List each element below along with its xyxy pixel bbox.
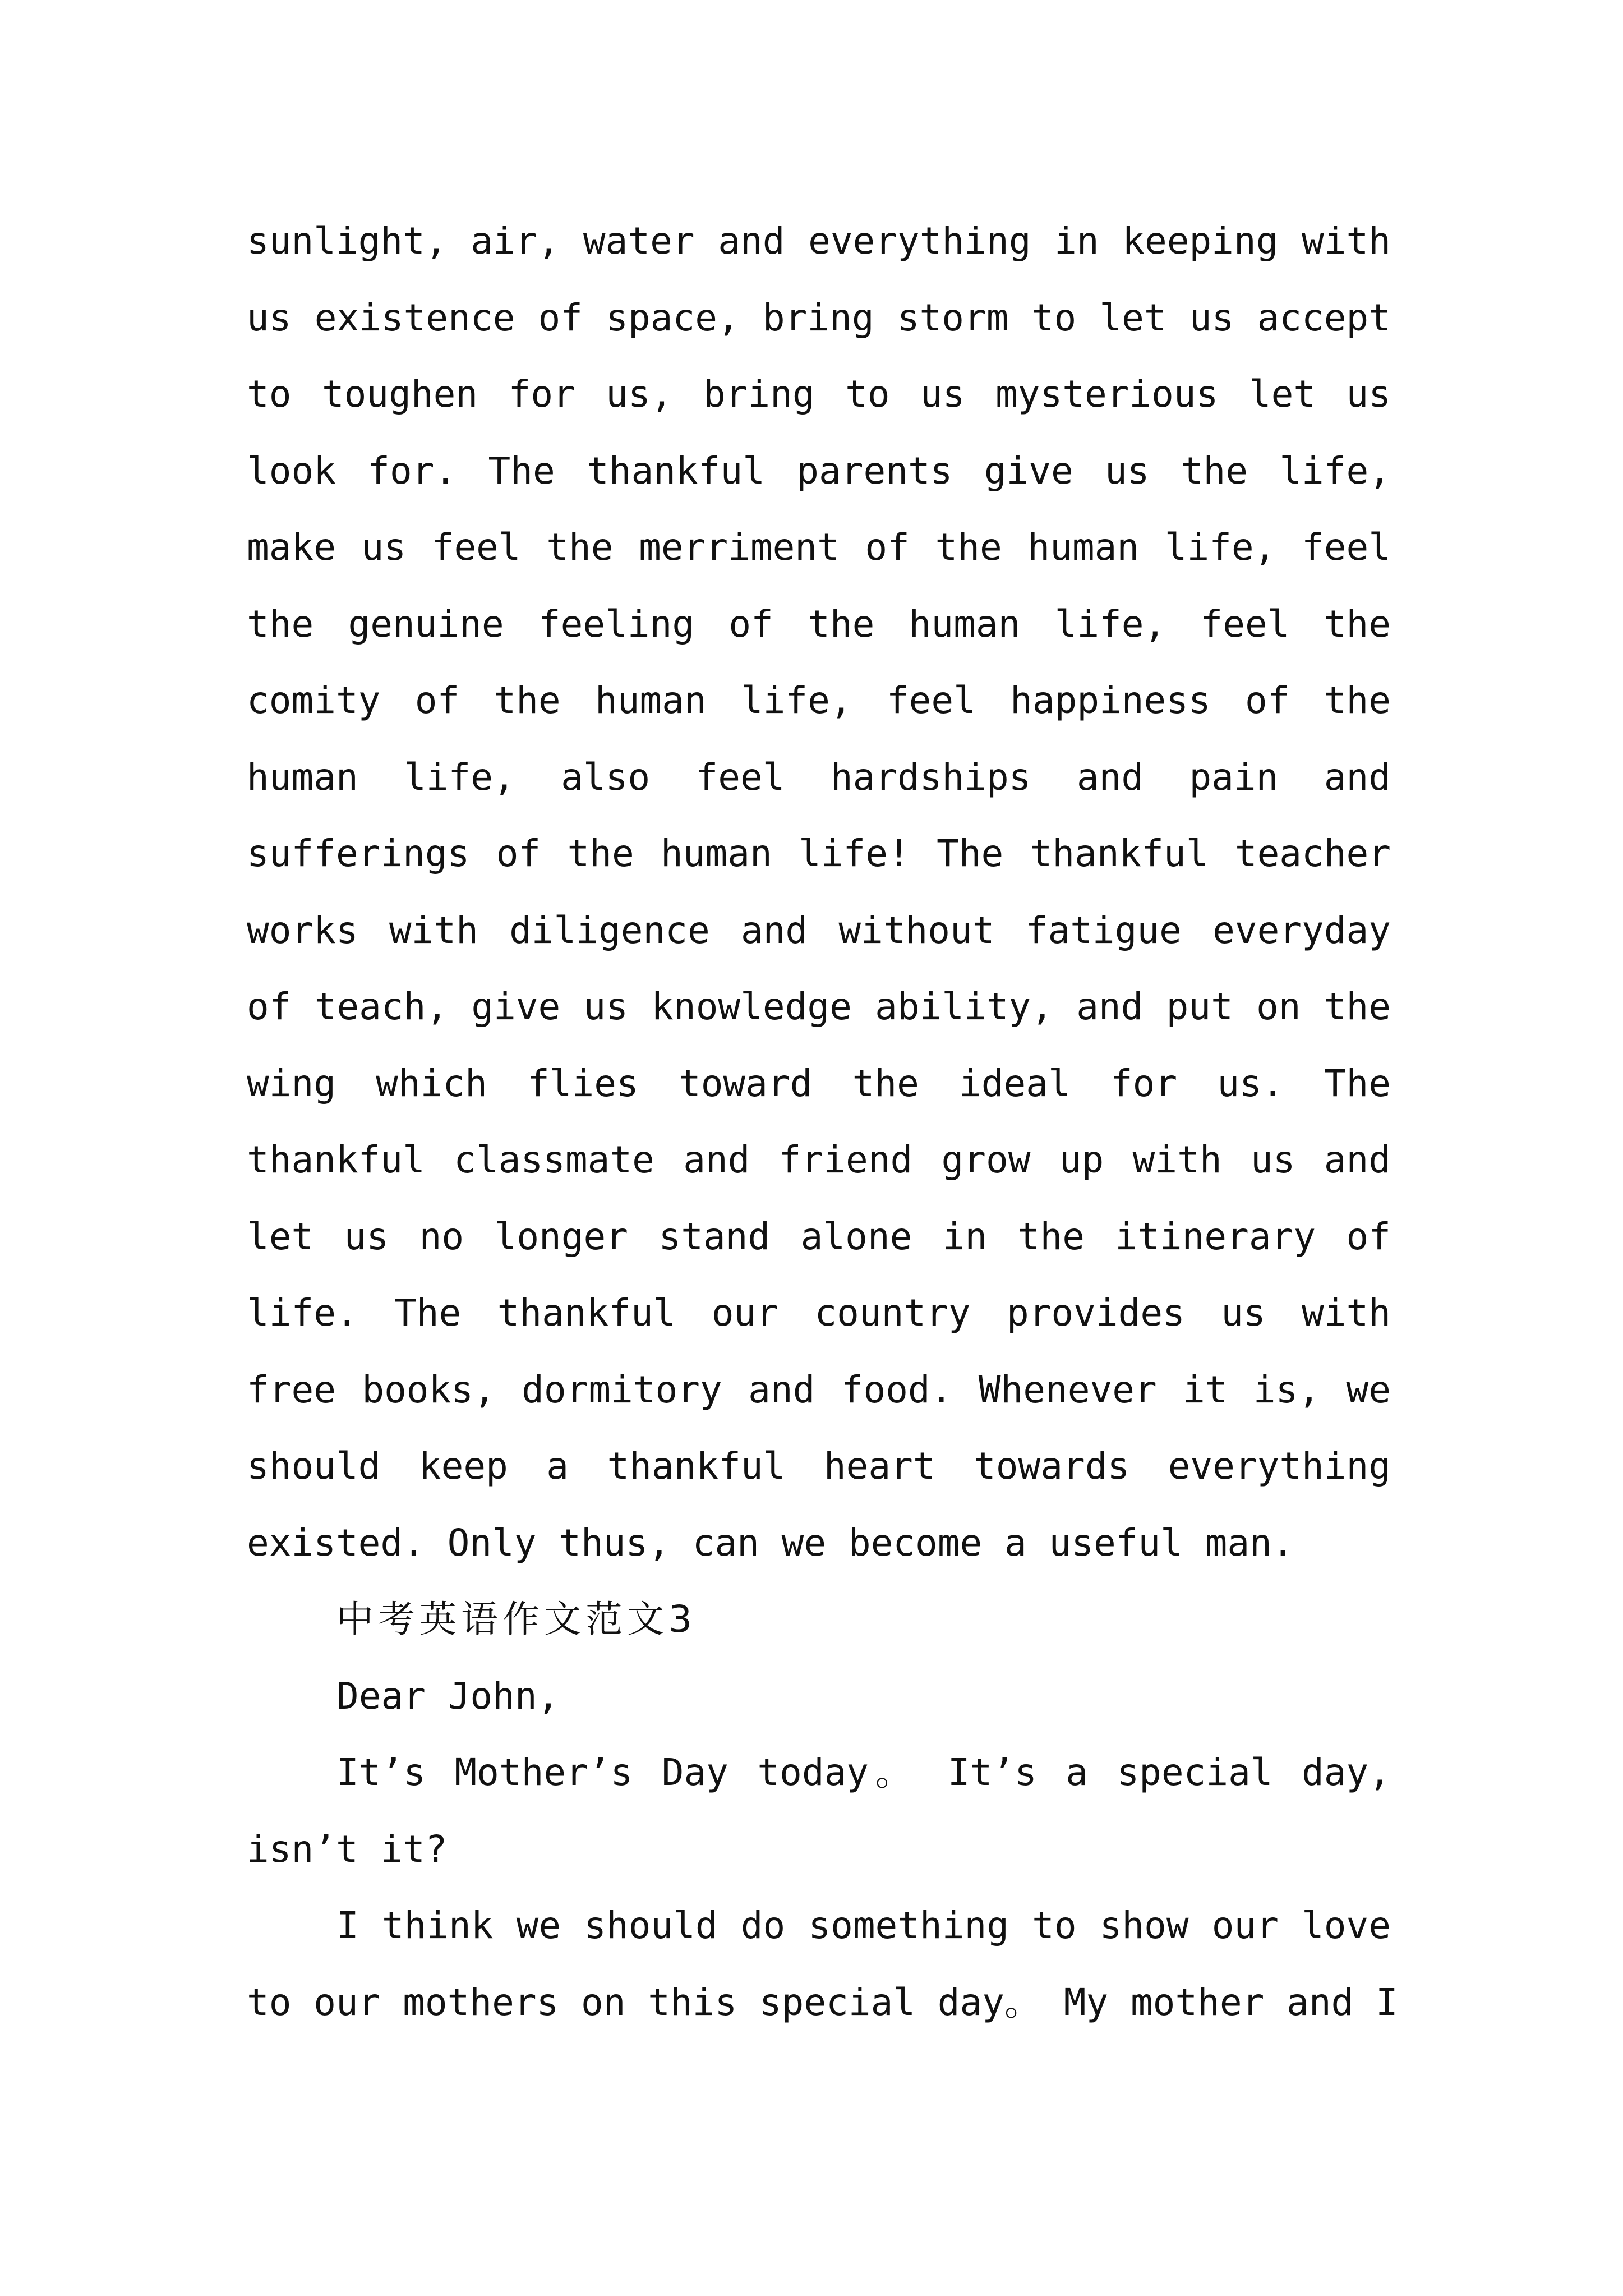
text-line: look for. The thankful parents give us the life, xyxy=(247,449,1391,493)
text-line: sufferings of the human life! The thankful teacher xyxy=(247,832,1391,875)
text-line: thankful classmate and friend grow up with us and xyxy=(247,1138,1391,1181)
text-line: isn’t it? xyxy=(247,1827,448,1871)
section-heading: 中考英语作文范文3 xyxy=(336,1598,697,1641)
text-line: of teach, give us knowledge ability, and put on the xyxy=(247,985,1391,1028)
text-line: the genuine feeling of the human life, feel the xyxy=(247,602,1391,646)
text-line: let us no longer stand alone in the itinerary of xyxy=(247,1214,1391,1258)
document-body xyxy=(247,203,1398,2041)
text-line: human life, also feel hardships and pain and xyxy=(247,755,1391,799)
text-line: life. The thankful our country provides us with xyxy=(247,1291,1391,1335)
text-line: us existence of space, bring storm to let us accept xyxy=(247,296,1391,339)
text-line: to our mothers on this special day。 My mother and I xyxy=(247,1980,1398,2024)
text-line: It’s Mother’s Day today。 It’s a special day, xyxy=(336,1751,1391,1794)
text-line: wing which flies toward the ideal for us. The xyxy=(247,1061,1391,1105)
text-line: I think we should do something to show our love xyxy=(336,1904,1391,1947)
text-line: free books, dormitory and food. Whenever it is, we xyxy=(247,1368,1391,1411)
text-line: comity of the human life, feel happiness of the xyxy=(247,679,1391,722)
text-line: should keep a thankful heart towards everything xyxy=(247,1444,1391,1488)
text-line: works with diligence and without fatigue everyday xyxy=(247,908,1391,952)
letter-salutation: Dear John, xyxy=(336,1674,560,1718)
text-line: existed. Only thus, can we become a useful man. xyxy=(247,1521,1294,1565)
text-line: make us feel the merriment of the human life, feel xyxy=(247,526,1391,569)
text-line: to toughen for us, bring to us mysterious let us xyxy=(247,372,1391,416)
text-line: sunlight, air, water and everything in keeping with xyxy=(247,219,1391,263)
